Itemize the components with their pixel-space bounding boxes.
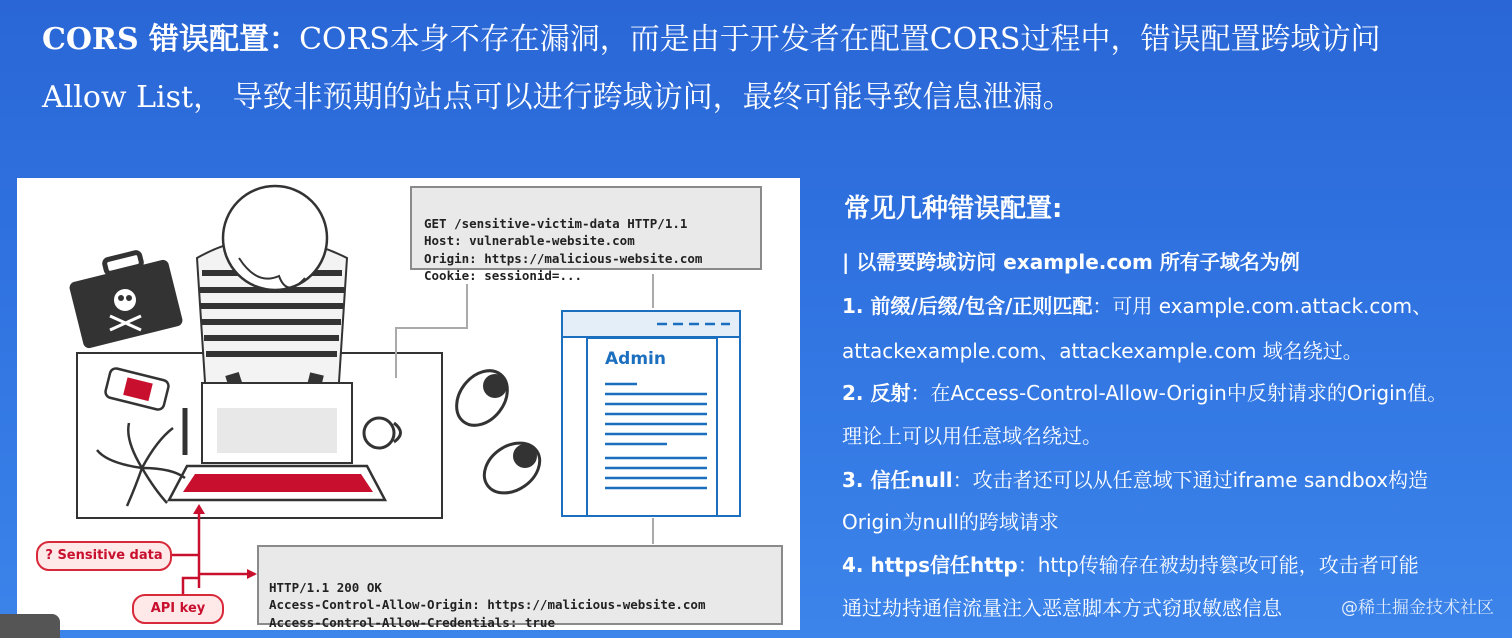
item1-title: 1. 前缀/后缀/包含/正则匹配: [842, 294, 1093, 318]
slide-heading-line1: [42, 14, 1482, 58]
response-line-1: HTTP/1.1 200 OK: [269, 579, 382, 595]
list-item-4-cont: 通过劫持通信流量注入恶意脚本方式窃取敏感信息: [842, 596, 1282, 620]
list-item-2: [842, 377, 1447, 406]
slide-heading-line2: Allow List， 导致非预期的站点可以进行跨域访问，最终可能导致信息泄漏。: [42, 80, 1073, 115]
admin-page: [562, 311, 740, 516]
list-intro: | 以需要跨域访问 example.com 所有子域名为例: [842, 250, 1300, 274]
presenter-video-corner: [0, 614, 60, 638]
heading-rest: CORS本身不存在漏洞，而是由于开发者在配置CORS过程中，错误配置跨域访问: [299, 22, 1381, 57]
heading-bold: CORS 错误配置：: [42, 22, 300, 57]
red-arrows: [169, 514, 255, 598]
response-line-2: Access-Control-Allow-Origin: https://malicious-website.com: [269, 597, 706, 612]
list-item-1: [842, 290, 1432, 319]
list-title: 常见几种错误配置:: [844, 194, 1063, 224]
watermark: @稀土掘金技术社区: [1341, 598, 1494, 618]
request-line-4: Cookie: sessionid=...: [424, 268, 583, 283]
api-key-tag: API key: [132, 594, 224, 624]
item4-text: ：http传输存在被劫持篡改可能，攻击者可能: [1017, 553, 1419, 577]
list-item-2-cont: 理论上可以用任意域名绕过。: [842, 424, 1102, 448]
admin-page-title: Admin: [605, 349, 666, 369]
list-item-4: [842, 549, 1419, 578]
response-line-3: Access-Control-Allow-Credentials: true: [269, 614, 555, 630]
list-item-3: [842, 464, 1428, 493]
list-item-3-cont: Origin为null的跨域请求: [842, 510, 1059, 534]
request-line-2: Host: vulnerable-website.com: [424, 233, 635, 248]
item3-title: 3. 信任null: [842, 468, 953, 492]
cors-illustration: [17, 178, 800, 630]
list-item-1-cont: attackexample.com、attackexample.com 域名绕过。: [842, 339, 1363, 363]
item2-text: ：在Access-Control-Allow-Origin中反射请求的Origin值。: [910, 381, 1448, 405]
item2-title: 2. 反射: [842, 381, 911, 405]
sensitive-data-tag: ? Sensitive data: [36, 541, 172, 571]
http-request-box: [410, 186, 762, 283]
request-line-1: GET /sensitive-victim-data HTTP/1.1: [424, 215, 688, 231]
shoes-icon: [446, 361, 549, 503]
request-line-3: Origin: https://malicious-website.com: [424, 250, 703, 266]
item1-text: ：可用 example.com.attack.com、: [1092, 294, 1433, 318]
item3-text: ：攻击者还可以从任意域下通过iframe sandbox构造: [952, 468, 1429, 492]
skull-briefcase-icon: [68, 252, 183, 349]
laptop: [169, 383, 385, 500]
item4-title: 4. https信任http: [842, 553, 1018, 577]
http-response-box: [257, 545, 783, 630]
